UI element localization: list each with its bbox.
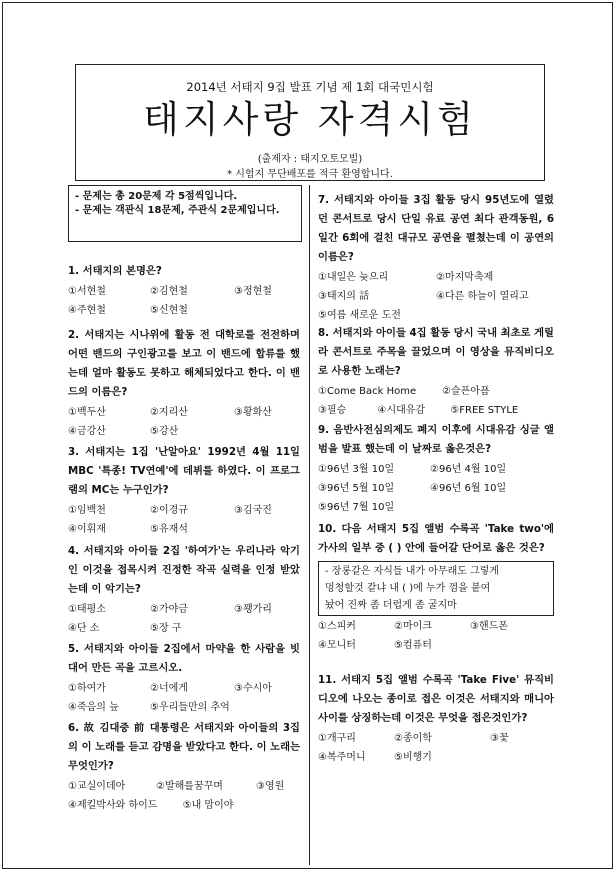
option[interactable]: ③꽃 — [490, 733, 509, 744]
option[interactable]: ④이휘재 — [68, 524, 106, 535]
option[interactable]: ①백두산 — [68, 407, 106, 418]
option[interactable]: ③영원 — [256, 781, 285, 792]
option-list — [318, 729, 558, 767]
option[interactable]: ⑤FREE STYLE — [450, 405, 519, 416]
option[interactable]: ⑤여름 새로운 도전 — [318, 310, 401, 321]
option[interactable]: ②너에게 — [150, 683, 188, 694]
option[interactable]: ④시대유감 — [377, 405, 426, 416]
exam-header — [75, 64, 545, 181]
option[interactable]: ⑤우리들만의 추억 — [150, 702, 230, 713]
question-6 — [68, 719, 304, 815]
question-4 — [68, 542, 304, 638]
option[interactable]: ④96년 6월 10일 — [430, 483, 507, 494]
question-text: 6. 故 김대중 前 대통령은 서태지와 아이들의 3집의 이 노래를 듣고 감명을 받았다고 한다. 이 노래는 무엇인가? — [68, 722, 300, 772]
option-list — [68, 501, 304, 539]
option[interactable]: ②가야금 — [150, 604, 188, 615]
option[interactable]: ③김국진 — [234, 505, 272, 516]
question-text: 1. 서태지의 본명은? — [68, 265, 162, 277]
option[interactable]: ②슬픈아픔 — [442, 386, 490, 397]
option-list — [68, 777, 304, 815]
option[interactable]: ①임백천 — [68, 505, 106, 516]
option-list — [318, 617, 558, 655]
exam-title: 태지사랑 자격시험 — [143, 98, 477, 141]
question-text: 5. 서태지와 아이들 2집에서 마약을 한 사람을 빗대어 만든 곡을 고르시오. — [68, 643, 300, 674]
option[interactable]: ②종이학 — [394, 733, 432, 744]
option[interactable]: ⑤96년 7월 10일 — [318, 502, 395, 513]
option[interactable]: ④복주머니 — [318, 752, 366, 763]
exam-subtitle: 2014년 서태지 9집 발표 기념 제 1회 대국민시험 — [186, 80, 434, 94]
option[interactable]: ③필승 — [318, 405, 347, 416]
option[interactable]: ②발해를꿈꾸며 — [156, 781, 223, 792]
question-text: 10. 다음 서태지 5집 앨범 수록곡 'Take two'에 가사의 일부 중 ( ) 안에 들어갈 단어로 옳은 것은? — [318, 523, 554, 554]
option[interactable]: ①96년 3월 10일 — [318, 464, 395, 475]
option[interactable]: ⑤비행기 — [394, 752, 432, 763]
option[interactable]: ②96년 4월 10일 — [430, 464, 507, 475]
question-2 — [68, 326, 304, 441]
question-text: 4. 서태지와 아이들 2집 '하여가'는 우리나라 악기인 이것을 접목시켜 진정한 작곡 실력을 인정 받았는데 이 악기는? — [68, 545, 300, 595]
question-8 — [318, 324, 558, 420]
question-text: 3. 서태지는 1집 '난알아요' 1992년 4월 11일 MBC '특종! TV연예'에 데뷔를 하였다. 이 프로그램의 MC는 누구인가? — [68, 446, 300, 496]
lyrics-box — [318, 561, 554, 616]
lyrics-line: 놨어 진짜 좀 더럽게 좀 굴지마 — [325, 600, 457, 611]
question-text: 2. 서태지는 시나위에 활동 전 대학로를 전전하며 어떤 밴드의 구인광고를 보고 이 밴드에 합류를 했는데 얼마 활동도 못하고 해체되었다고 한다. 이 밴드의 이름은? — [68, 329, 300, 398]
question-7 — [318, 191, 558, 325]
rules-box — [68, 185, 302, 242]
question-11 — [318, 671, 558, 767]
option-list — [318, 268, 558, 325]
question-10 — [318, 520, 558, 655]
option-list — [68, 403, 304, 441]
exam-notice: * 시험지 무단배포를 적극 환영합니다. — [227, 169, 393, 180]
option[interactable]: ⑤신현철 — [150, 305, 188, 316]
option[interactable]: ③꽹가리 — [234, 604, 272, 615]
option — [68, 796, 256, 815]
option[interactable]: ④단 소 — [68, 623, 100, 634]
option[interactable]: ④주현철 — [68, 305, 106, 316]
option[interactable]: ④다른 하늘이 열리고 — [436, 291, 529, 302]
option[interactable]: ④죽음의 늪 — [68, 702, 119, 713]
exam-author: (출제자 : 태지오토모빌) — [257, 154, 363, 165]
option[interactable]: ⑤장 구 — [150, 623, 182, 634]
option[interactable]: ②김현철 — [150, 286, 188, 297]
option[interactable]: ④금강산 — [68, 426, 106, 437]
option[interactable]: ③수시아 — [234, 683, 272, 694]
option[interactable]: ②이경규 — [150, 505, 188, 516]
rule-line: - 문제는 객관식 18문제, 주관식 2문제입니다. — [75, 205, 280, 216]
option[interactable]: ③태지의 話 — [318, 291, 370, 302]
option[interactable]: ②마지막축제 — [436, 272, 494, 283]
exam-page — [2, 2, 613, 869]
option-list — [318, 382, 558, 420]
question-text: 11. 서태지 5집 앨범 수록곡 'Take Five' 뮤직비디오에 나오는 종이로 접은 이것은 서태지와 매니아 사이를 상징하는데 이것은 무엇을 접은것인가? — [318, 674, 554, 724]
rule-line: - 문제는 총 20문제 각 5점씩입니다. — [75, 191, 238, 202]
option-list — [318, 460, 558, 517]
option[interactable]: ⑤유재석 — [150, 524, 188, 535]
question-9 — [318, 421, 558, 517]
option[interactable]: ③핸드폰 — [470, 621, 508, 632]
option[interactable]: ①하여가 — [68, 683, 106, 694]
question-3 — [68, 443, 304, 539]
option[interactable]: ③황화산 — [234, 407, 272, 418]
lyrics-line: - 장롱같은 자식들 내가 아무래도 그렇게 — [325, 566, 500, 577]
option-list — [68, 600, 304, 638]
option[interactable]: ①태평소 — [68, 604, 106, 615]
question-text: 7. 서태지와 아이들 3집 활동 당시 95년도에 열렸던 콘서트로 당시 단일 유료 공연 최다 관객동원, 6일간 6회에 걸친 대규모 공연을 펼쳤는데 이 공연의 이름은? — [318, 194, 554, 263]
option[interactable]: ①내일은 늦으리 — [318, 272, 389, 283]
question-1 — [68, 262, 304, 320]
option[interactable]: ②지리산 — [150, 407, 188, 418]
question-text: 9. 음반사전심의제도 폐지 이후에 시대유감 싱글 앨범을 발표 했는데 이 날짜로 옳은것은? — [318, 424, 554, 455]
option[interactable]: ④제킬박사와 하이드 — [68, 800, 158, 811]
option[interactable]: ⑤컴퓨터 — [394, 640, 432, 651]
option — [318, 401, 558, 420]
option[interactable]: ①Come Back Home — [318, 386, 417, 397]
option[interactable]: ①개구리 — [318, 733, 356, 744]
option[interactable]: ①스피커 — [318, 621, 356, 632]
lyrics-line: 멍청할것 같냐 내 ( )에 누가 껌을 붙여 — [325, 583, 491, 594]
option[interactable]: ①서현철 — [68, 286, 106, 297]
column-divider — [309, 185, 310, 865]
option[interactable]: ③정현철 — [234, 286, 272, 297]
question-5 — [68, 640, 304, 717]
option[interactable]: ④모니터 — [318, 640, 356, 651]
option[interactable]: ③96년 5월 10일 — [318, 483, 395, 494]
option-list — [68, 679, 304, 717]
question-text: 8. 서태지와 아이들 4집 활동 당시 국내 최초로 게릴라 콘서트로 주목을 끌었으며 이 영상을 뮤직비디오로 사용한 노래는? — [318, 327, 554, 377]
option[interactable]: ②마이크 — [394, 621, 432, 632]
option[interactable]: ⑤내 맘이야 — [182, 800, 234, 811]
option[interactable]: ⑤강산 — [150, 426, 179, 437]
option[interactable]: ①교실이데아 — [68, 781, 126, 792]
option-list — [68, 282, 304, 320]
